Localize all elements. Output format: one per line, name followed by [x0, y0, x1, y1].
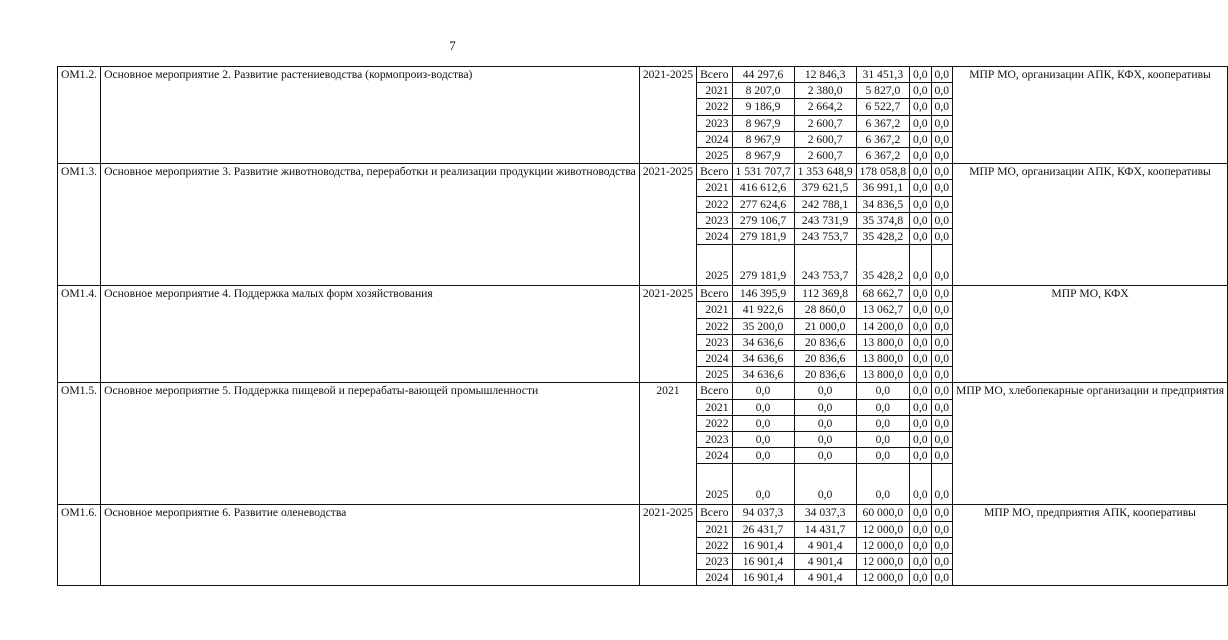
amount-total-cell: 0,0 [732, 432, 794, 448]
table-row [58, 505, 1228, 521]
amount-other-cell: 0,0 [931, 212, 953, 228]
budget-table [57, 66, 1228, 586]
amount-local-cell: 0,0 [910, 196, 932, 212]
amount-local-cell: 0,0 [910, 164, 932, 180]
amount-total-cell: 26 431,7 [732, 521, 794, 537]
amount-federal-cell: 13 062,7 [856, 302, 909, 318]
amount-local-cell: 0,0 [910, 570, 932, 586]
amount-local-cell: 0,0 [910, 399, 932, 415]
amount-local-cell: 0,0 [910, 521, 932, 537]
year-cell: 2024 [697, 131, 732, 147]
amount-federal-cell: 35 374,8 [856, 212, 909, 228]
amount-federal-cell: 178 058,8 [856, 164, 909, 180]
amount-total-cell: 279 181,9 [732, 229, 794, 245]
amount-total-cell: 0,0 [732, 464, 794, 505]
amount-total-cell: 35 200,0 [732, 318, 794, 334]
amount-regional-cell: 0,0 [794, 432, 856, 448]
period-cell: 2021-2025 [639, 505, 696, 586]
amount-federal-cell: 0,0 [856, 383, 909, 399]
year-cell: 2023 [697, 115, 732, 131]
table-body [58, 67, 1228, 586]
amount-regional-cell: 2 664,2 [794, 99, 856, 115]
amount-other-cell: 0,0 [931, 302, 953, 318]
amount-total-cell: 44 297,6 [732, 67, 794, 83]
year-cell: 2022 [697, 415, 732, 431]
amount-other-cell: 0,0 [931, 351, 953, 367]
amount-federal-cell: 35 428,2 [856, 229, 909, 245]
amount-local-cell: 0,0 [910, 115, 932, 131]
year-cell: 2022 [697, 196, 732, 212]
table-row [58, 286, 1228, 302]
amount-regional-cell: 112 369,8 [794, 286, 856, 302]
amount-total-cell: 8 967,9 [732, 115, 794, 131]
year-cell: 2024 [697, 351, 732, 367]
amount-other-cell: 0,0 [931, 554, 953, 570]
year-cell: 2023 [697, 334, 732, 350]
amount-other-cell: 0,0 [931, 537, 953, 553]
year-cell: 2021 [697, 180, 732, 196]
year-cell: 2021 [697, 399, 732, 415]
year-cell: 2022 [697, 99, 732, 115]
table-row [58, 383, 1228, 399]
amount-local-cell: 0,0 [910, 334, 932, 350]
amount-federal-cell: 12 000,0 [856, 537, 909, 553]
amount-regional-cell: 243 731,9 [794, 212, 856, 228]
period-cell: 2021-2025 [639, 164, 696, 286]
amount-federal-cell: 13 800,0 [856, 351, 909, 367]
year-cell: 2025 [697, 367, 732, 383]
amount-federal-cell: 13 800,0 [856, 367, 909, 383]
amount-local-cell: 0,0 [910, 212, 932, 228]
year-cell: 2023 [697, 212, 732, 228]
amount-other-cell: 0,0 [931, 115, 953, 131]
amount-federal-cell: 6 367,2 [856, 115, 909, 131]
event-code-cell: ОМ1.3. [58, 164, 101, 286]
amount-federal-cell: 68 662,7 [856, 286, 909, 302]
amount-regional-cell: 0,0 [794, 415, 856, 431]
amount-other-cell: 0,0 [931, 448, 953, 464]
year-cell: 2025 [697, 245, 732, 286]
total-label-cell: Всего [697, 67, 732, 83]
amount-total-cell: 279 181,9 [732, 245, 794, 286]
amount-regional-cell: 0,0 [794, 399, 856, 415]
amount-other-cell: 0,0 [931, 383, 953, 399]
total-label-cell: Всего [697, 164, 732, 180]
amount-federal-cell: 0,0 [856, 432, 909, 448]
amount-other-cell: 0,0 [931, 148, 953, 164]
amount-total-cell: 0,0 [732, 383, 794, 399]
total-label-cell: Всего [697, 286, 732, 302]
responsible-cell: МПР МО, хлебопекарные организации и предприятия [953, 383, 1228, 505]
page-number: 7 [449, 38, 456, 53]
amount-regional-cell: 379 621,5 [794, 180, 856, 196]
amount-local-cell: 0,0 [910, 245, 932, 286]
amount-federal-cell: 35 428,2 [856, 245, 909, 286]
amount-federal-cell: 12 000,0 [856, 554, 909, 570]
amount-total-cell: 0,0 [732, 448, 794, 464]
amount-other-cell: 0,0 [931, 229, 953, 245]
amount-local-cell: 0,0 [910, 537, 932, 553]
amount-regional-cell: 2 600,7 [794, 115, 856, 131]
amount-total-cell: 146 395,9 [732, 286, 794, 302]
amount-total-cell: 0,0 [732, 415, 794, 431]
year-cell: 2023 [697, 554, 732, 570]
amount-other-cell: 0,0 [931, 464, 953, 505]
event-code-cell: ОМ1.6. [58, 505, 101, 586]
amount-regional-cell: 12 846,3 [794, 67, 856, 83]
amount-local-cell: 0,0 [910, 286, 932, 302]
amount-other-cell: 0,0 [931, 99, 953, 115]
event-name-cell: Основное мероприятие 6. Развитие оленеводства [101, 505, 640, 586]
year-cell: 2025 [697, 464, 732, 505]
amount-local-cell: 0,0 [910, 367, 932, 383]
amount-federal-cell: 0,0 [856, 399, 909, 415]
amount-regional-cell: 4 901,4 [794, 570, 856, 586]
amount-regional-cell: 1 353 648,9 [794, 164, 856, 180]
amount-regional-cell: 28 860,0 [794, 302, 856, 318]
year-cell: 2023 [697, 432, 732, 448]
amount-other-cell: 0,0 [931, 196, 953, 212]
amount-other-cell: 0,0 [931, 180, 953, 196]
amount-total-cell: 416 612,6 [732, 180, 794, 196]
amount-regional-cell: 2 600,7 [794, 131, 856, 147]
year-cell: 2021 [697, 83, 732, 99]
amount-local-cell: 0,0 [910, 554, 932, 570]
amount-total-cell: 279 106,7 [732, 212, 794, 228]
responsible-cell: МПР МО, КФХ [953, 286, 1228, 383]
amount-other-cell: 0,0 [931, 334, 953, 350]
event-code-cell: ОМ1.2. [58, 67, 101, 164]
amount-other-cell: 0,0 [931, 164, 953, 180]
amount-regional-cell: 20 836,6 [794, 334, 856, 350]
event-code-cell: ОМ1.4. [58, 286, 101, 383]
amount-regional-cell: 0,0 [794, 448, 856, 464]
amount-other-cell: 0,0 [931, 432, 953, 448]
table-row [58, 67, 1228, 83]
amount-federal-cell: 36 991,1 [856, 180, 909, 196]
amount-total-cell: 9 186,9 [732, 99, 794, 115]
year-cell: 2021 [697, 521, 732, 537]
amount-regional-cell: 34 037,3 [794, 505, 856, 521]
amount-local-cell: 0,0 [910, 131, 932, 147]
amount-local-cell: 0,0 [910, 415, 932, 431]
year-cell: 2025 [697, 148, 732, 164]
amount-total-cell: 16 901,4 [732, 554, 794, 570]
year-cell: 2022 [697, 537, 732, 553]
period-cell: 2021 [639, 383, 696, 505]
amount-regional-cell: 2 600,7 [794, 148, 856, 164]
amount-local-cell: 0,0 [910, 302, 932, 318]
amount-total-cell: 8 967,9 [732, 131, 794, 147]
year-cell: 2022 [697, 318, 732, 334]
amount-federal-cell: 0,0 [856, 464, 909, 505]
amount-federal-cell: 34 836,5 [856, 196, 909, 212]
responsible-cell: МПР МО, предприятия АПК, кооперативы [953, 505, 1228, 586]
amount-total-cell: 16 901,4 [732, 537, 794, 553]
amount-local-cell: 0,0 [910, 432, 932, 448]
amount-regional-cell: 243 753,7 [794, 229, 856, 245]
year-cell: 2024 [697, 570, 732, 586]
event-name-cell: Основное мероприятие 5. Поддержка пищевой и перерабаты-вающей промышленности [101, 383, 640, 505]
amount-federal-cell: 0,0 [856, 415, 909, 431]
amount-regional-cell: 2 380,0 [794, 83, 856, 99]
total-label-cell: Всего [697, 505, 732, 521]
year-cell: 2021 [697, 302, 732, 318]
responsible-cell: МПР МО, организации АПК, КФХ, кооперативы [953, 164, 1228, 286]
amount-other-cell: 0,0 [931, 415, 953, 431]
amount-other-cell: 0,0 [931, 286, 953, 302]
amount-federal-cell: 12 000,0 [856, 570, 909, 586]
amount-total-cell: 8 967,9 [732, 148, 794, 164]
amount-federal-cell: 6 367,2 [856, 148, 909, 164]
amount-local-cell: 0,0 [910, 229, 932, 245]
total-label-cell: Всего [697, 383, 732, 399]
amount-local-cell: 0,0 [910, 505, 932, 521]
amount-other-cell: 0,0 [931, 83, 953, 99]
amount-other-cell: 0,0 [931, 67, 953, 83]
event-code-cell: ОМ1.5. [58, 383, 101, 505]
amount-local-cell: 0,0 [910, 180, 932, 196]
responsible-cell: МПР МО, организации АПК, КФХ, кооперативы [953, 67, 1228, 164]
amount-regional-cell: 242 788,1 [794, 196, 856, 212]
amount-federal-cell: 60 000,0 [856, 505, 909, 521]
amount-other-cell: 0,0 [931, 131, 953, 147]
amount-other-cell: 0,0 [931, 399, 953, 415]
year-cell: 2024 [697, 448, 732, 464]
amount-total-cell: 8 207,0 [732, 83, 794, 99]
amount-other-cell: 0,0 [931, 505, 953, 521]
amount-federal-cell: 14 200,0 [856, 318, 909, 334]
amount-regional-cell: 20 836,6 [794, 367, 856, 383]
amount-federal-cell: 12 000,0 [856, 521, 909, 537]
amount-local-cell: 0,0 [910, 318, 932, 334]
event-name-cell: Основное мероприятие 2. Развитие растениеводства (кормопроиз-водства) [101, 67, 640, 164]
amount-regional-cell: 0,0 [794, 383, 856, 399]
amount-federal-cell: 13 800,0 [856, 334, 909, 350]
amount-other-cell: 0,0 [931, 245, 953, 286]
amount-total-cell: 1 531 707,7 [732, 164, 794, 180]
amount-regional-cell: 4 901,4 [794, 537, 856, 553]
amount-local-cell: 0,0 [910, 83, 932, 99]
amount-local-cell: 0,0 [910, 67, 932, 83]
amount-total-cell: 0,0 [732, 399, 794, 415]
amount-local-cell: 0,0 [910, 464, 932, 505]
amount-regional-cell: 20 836,6 [794, 351, 856, 367]
amount-local-cell: 0,0 [910, 383, 932, 399]
amount-regional-cell: 21 000,0 [794, 318, 856, 334]
amount-federal-cell: 6 522,7 [856, 99, 909, 115]
amount-local-cell: 0,0 [910, 351, 932, 367]
amount-other-cell: 0,0 [931, 521, 953, 537]
amount-other-cell: 0,0 [931, 570, 953, 586]
amount-federal-cell: 6 367,2 [856, 131, 909, 147]
amount-local-cell: 0,0 [910, 448, 932, 464]
amount-total-cell: 94 037,3 [732, 505, 794, 521]
table-row [58, 164, 1228, 180]
amount-federal-cell: 5 827,0 [856, 83, 909, 99]
period-cell: 2021-2025 [639, 67, 696, 164]
event-name-cell: Основное мероприятие 4. Поддержка малых форм хозяйствования [101, 286, 640, 383]
amount-total-cell: 41 922,6 [732, 302, 794, 318]
amount-federal-cell: 0,0 [856, 448, 909, 464]
amount-local-cell: 0,0 [910, 148, 932, 164]
amount-regional-cell: 14 431,7 [794, 521, 856, 537]
amount-regional-cell: 4 901,4 [794, 554, 856, 570]
amount-total-cell: 34 636,6 [732, 367, 794, 383]
amount-total-cell: 16 901,4 [732, 570, 794, 586]
amount-other-cell: 0,0 [931, 318, 953, 334]
amount-total-cell: 277 624,6 [732, 196, 794, 212]
event-name-cell: Основное мероприятие 3. Развитие животноводства, переработки и реализации продукции животноводства [101, 164, 640, 286]
year-cell: 2024 [697, 229, 732, 245]
amount-federal-cell: 31 451,3 [856, 67, 909, 83]
amount-total-cell: 34 636,6 [732, 351, 794, 367]
amount-total-cell: 34 636,6 [732, 334, 794, 350]
amount-regional-cell: 0,0 [794, 464, 856, 505]
amount-regional-cell: 243 753,7 [794, 245, 856, 286]
period-cell: 2021-2025 [639, 286, 696, 383]
amount-local-cell: 0,0 [910, 99, 932, 115]
amount-other-cell: 0,0 [931, 367, 953, 383]
